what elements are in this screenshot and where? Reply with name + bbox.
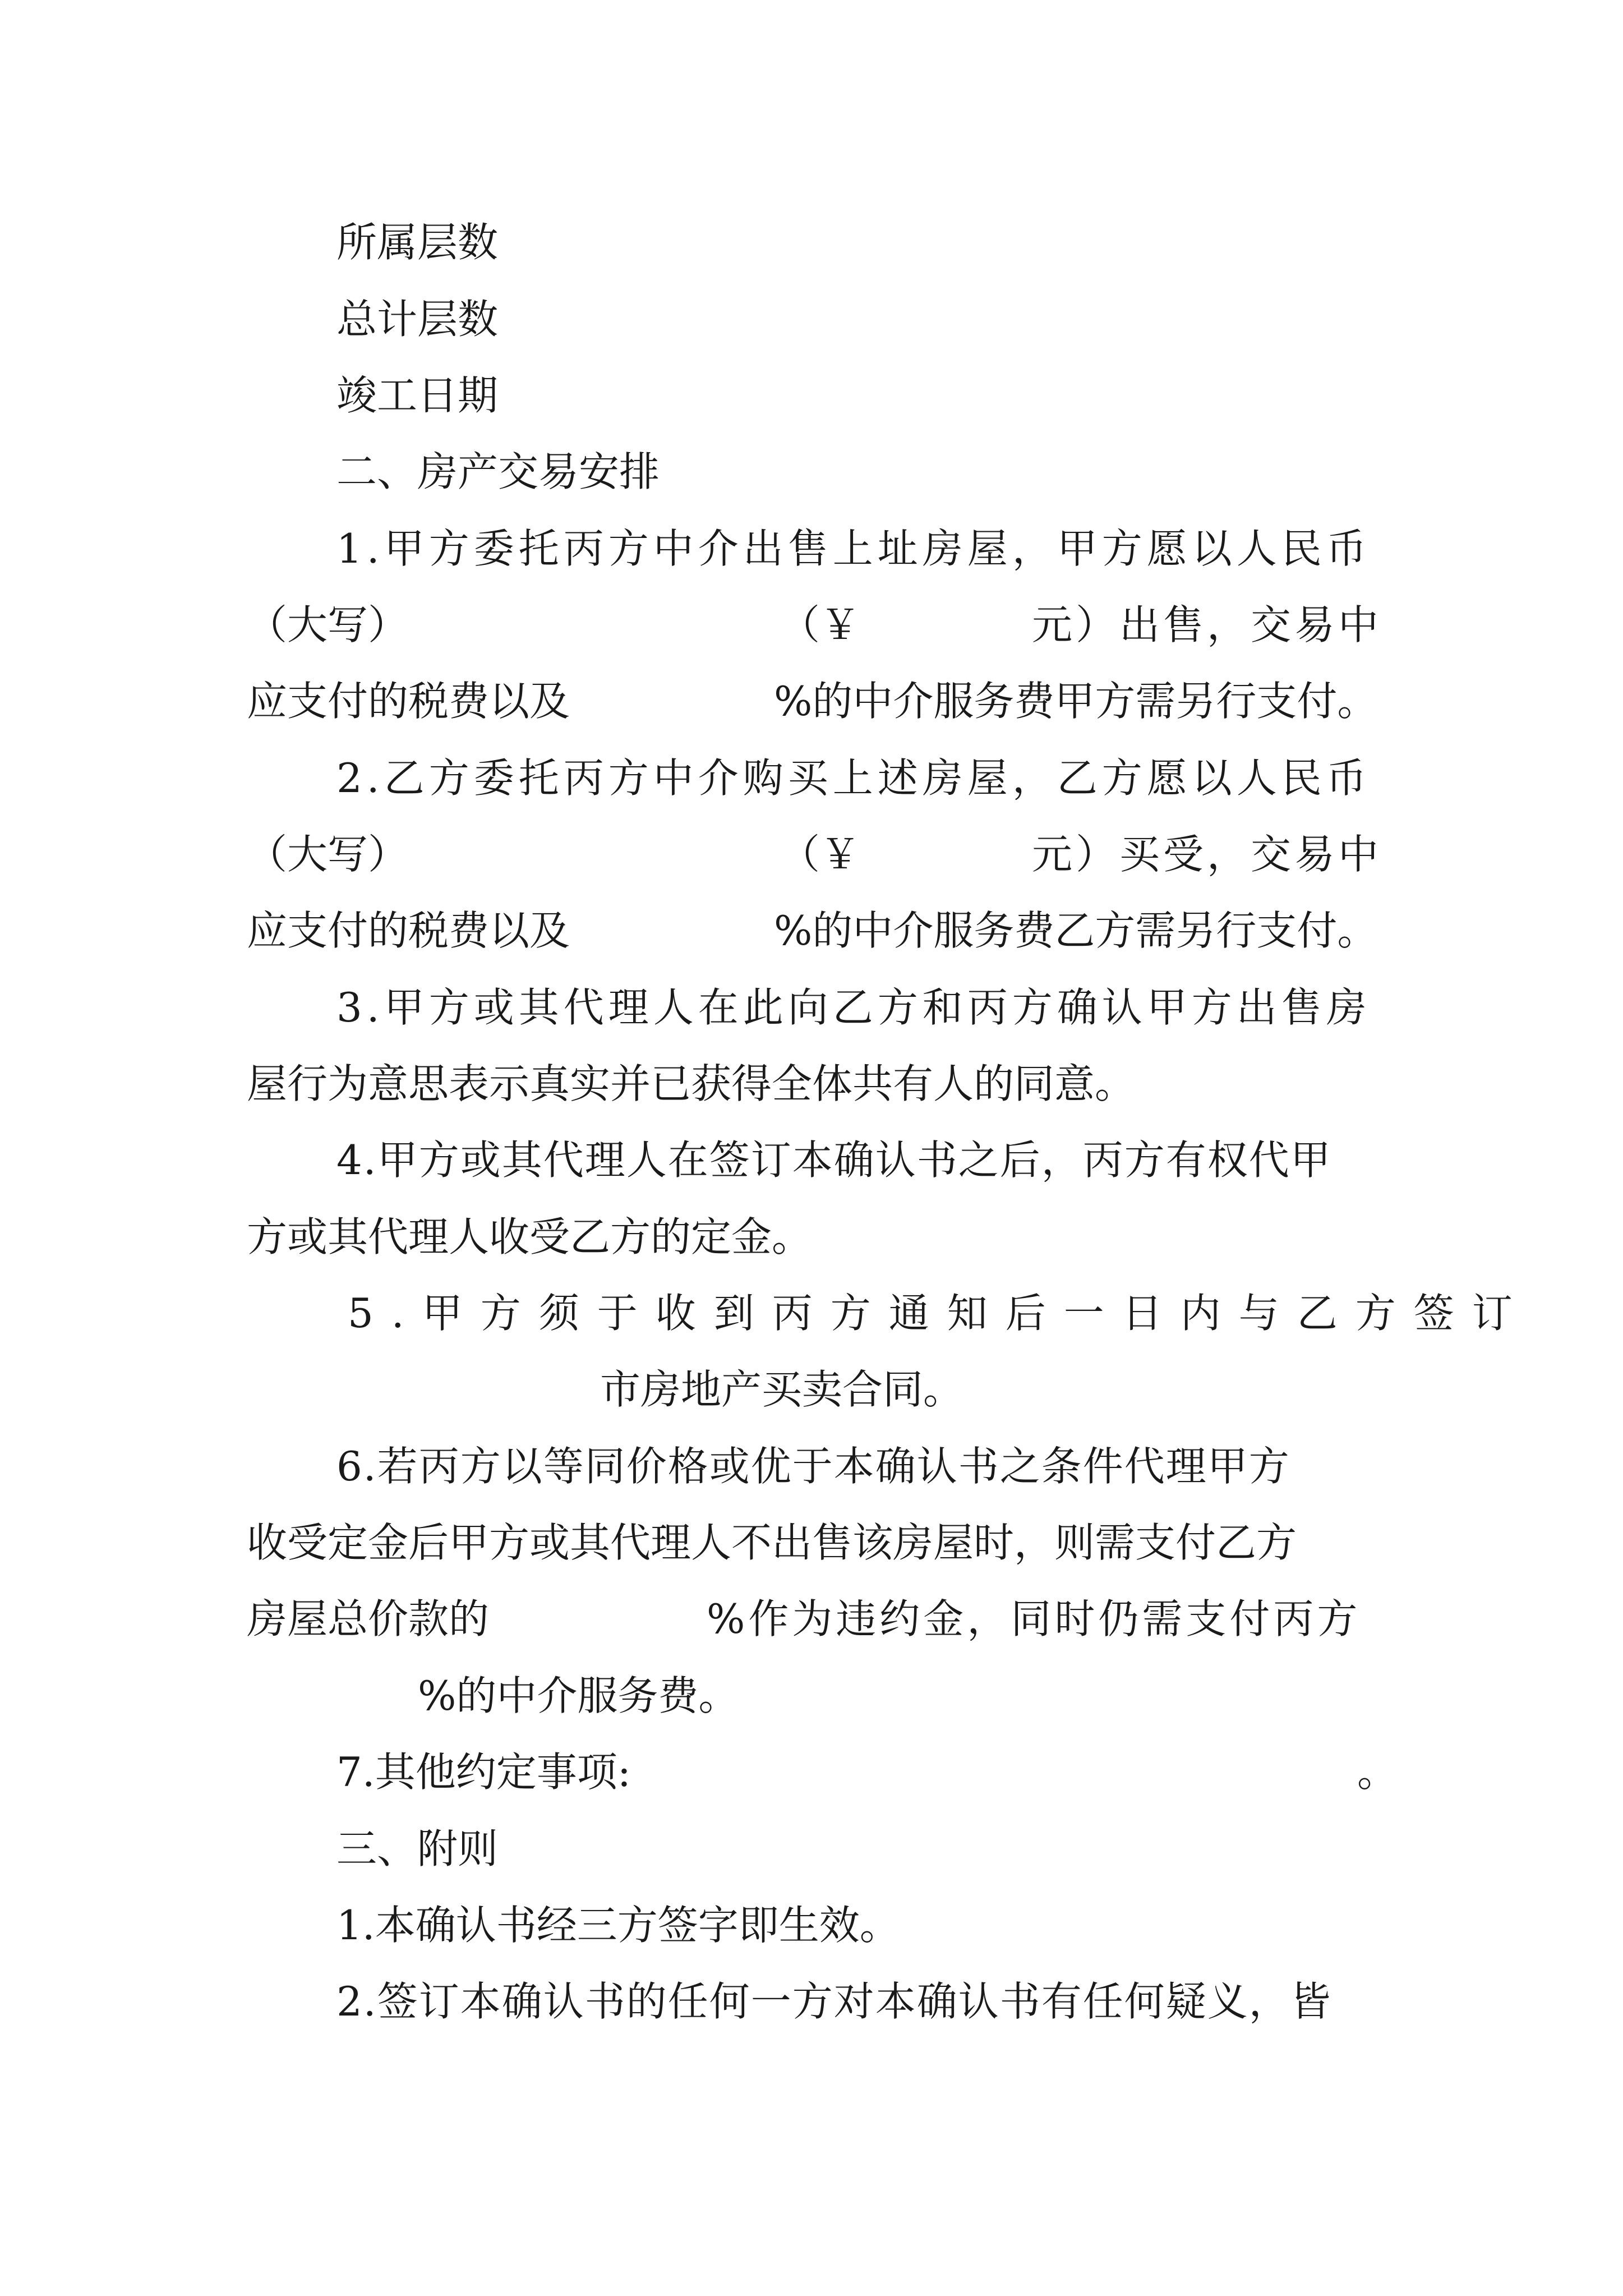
item6-line1: [336, 1433, 1290, 1500]
floor-label: 所属层数: [336, 219, 499, 266]
item2-line1-text: 2.乙方委托丙方中介购买上述房屋，乙方愿以人民币: [336, 754, 1371, 802]
item6-penalty-text: %作为违约金，同时仍需支付丙方: [707, 1595, 1361, 1642]
item1-line2: [247, 591, 1385, 659]
item1-tax-text: 应支付的税费以及: [247, 678, 570, 725]
item2-line2: [247, 821, 1385, 888]
item1-line1-text: 1.甲方委托丙方中介出售上址房屋，甲方愿以人民币: [336, 525, 1371, 572]
item6-line4: %的中介服务费。: [418, 1672, 739, 1719]
completion-date-label: 竣工日期: [336, 372, 499, 419]
item7-end-mark: 。: [1357, 1749, 1398, 1796]
rule1: 1.本确认书经三方签字即生效。: [336, 1902, 900, 1949]
rule2-text: 2.签订本确认书的任何一方对本确认书有任何疑义，皆: [336, 1978, 1332, 2025]
item2-fee-text: %的中介服务费乙方需另行支付。: [774, 907, 1378, 954]
section-three-heading: 三、附则: [336, 1825, 499, 1872]
item7-text: 7.其他约定事项:: [336, 1749, 631, 1796]
item1-line2-tail: 元）出售，交易中: [1032, 601, 1382, 648]
item5-line2: 市房地产买卖合同。: [600, 1366, 964, 1413]
item2-line3: [247, 897, 1424, 964]
item5-line1: [348, 1280, 1530, 1347]
item2-tax-text: 应支付的税费以及: [247, 907, 570, 954]
item1-line1: [336, 515, 1380, 582]
item2-line2-tail: 元）买受，交易中: [1032, 831, 1382, 878]
item6-line1-text: 6.若丙方以等同价格或优于本确认书之条件代理甲方: [336, 1443, 1290, 1490]
item4-line1-text: 4.甲方或其代理人在签订本确认书之后，丙方有权代甲: [336, 1137, 1332, 1184]
item6-line2: 收受定金后甲方或其代理人不出售该房屋时，则需支付乙方: [247, 1519, 1297, 1566]
item6-line3: [247, 1585, 1385, 1653]
section-two-heading: 二、房产交易安排: [336, 448, 660, 495]
item3-line1-text: 3.甲方或其代理人在此向乙方和丙方确认甲方出售房: [336, 984, 1371, 1031]
item1-yuan-symbol: （￥: [780, 601, 861, 648]
item4-line1: [336, 1126, 1332, 1194]
item2-amount-words-label: （大写）: [247, 831, 409, 878]
item1-amount-words-label: （大写）: [247, 601, 409, 648]
item6-total-price-text: 房屋总价款的: [247, 1595, 490, 1642]
item2-yuan-symbol: （￥: [780, 831, 861, 878]
item3-line2: 屋行为意思表示真实并已获得全体共有人的同意。: [247, 1060, 1136, 1107]
item1-fee-text: %的中介服务费甲方需另行支付。: [774, 678, 1378, 725]
total-floors-label: 总计层数: [336, 296, 499, 343]
item3-line1: [336, 974, 1371, 1041]
item1-line3: [247, 668, 1424, 735]
item2-line1: [336, 744, 1371, 812]
item5-line1-text: 5.甲方须于收到丙方通知后一日内与乙方签订: [348, 1290, 1530, 1337]
rule2: [336, 1968, 1332, 2035]
item7-line: [336, 1738, 1492, 1806]
item4-line2: 方或其代理人收受乙方的定金。: [247, 1213, 813, 1260]
